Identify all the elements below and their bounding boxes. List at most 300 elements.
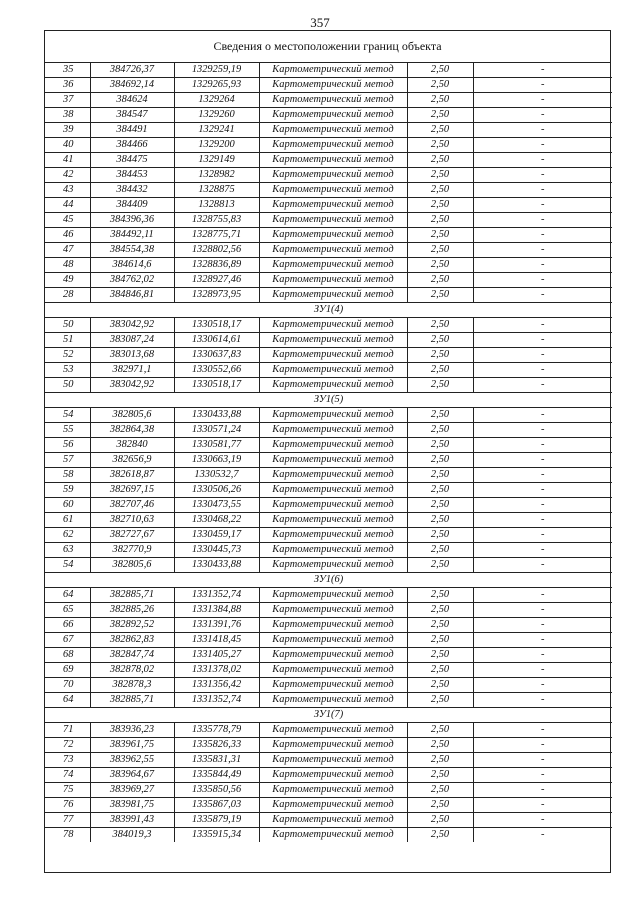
table-row bbox=[45, 618, 612, 633]
point-number-cell: 38 bbox=[45, 108, 90, 123]
table-row bbox=[45, 738, 612, 753]
table-row bbox=[45, 783, 612, 798]
table-row bbox=[45, 813, 612, 828]
point-number-cell: 59 bbox=[45, 483, 90, 498]
x-coordinate-cell: 384846,81 bbox=[90, 288, 174, 303]
y-coordinate-cell: 1330663,19 bbox=[174, 453, 259, 468]
y-coordinate-cell: 1330581,77 bbox=[174, 438, 259, 453]
method-cell: Картометрический метод bbox=[259, 828, 407, 843]
y-coordinate-cell: 1330518,17 bbox=[174, 318, 259, 333]
accuracy-cell: 2,50 bbox=[407, 183, 473, 198]
table-row bbox=[45, 693, 612, 708]
x-coordinate-cell: 384726,37 bbox=[90, 63, 174, 78]
x-coordinate-cell: 382697,15 bbox=[90, 483, 174, 498]
y-coordinate-cell: 1329241 bbox=[174, 123, 259, 138]
method-cell: Картометрический метод bbox=[259, 123, 407, 138]
accuracy-cell: 2,50 bbox=[407, 228, 473, 243]
point-number-cell: 50 bbox=[45, 378, 90, 393]
y-coordinate-cell: 1335850,56 bbox=[174, 783, 259, 798]
x-coordinate-cell: 384453 bbox=[90, 168, 174, 183]
accuracy-cell: 2,50 bbox=[407, 168, 473, 183]
point-number-cell: 73 bbox=[45, 753, 90, 768]
method-cell: Картометрический метод bbox=[259, 183, 407, 198]
y-coordinate-cell: 1331352,74 bbox=[174, 693, 259, 708]
table-row bbox=[45, 123, 612, 138]
note-cell: - bbox=[473, 123, 612, 138]
point-number-cell: 53 bbox=[45, 363, 90, 378]
table-row bbox=[45, 588, 612, 603]
accuracy-cell: 2,50 bbox=[407, 543, 473, 558]
note-cell: - bbox=[473, 603, 612, 618]
accuracy-cell: 2,50 bbox=[407, 798, 473, 813]
point-number-cell: 41 bbox=[45, 153, 90, 168]
method-cell: Картометрический метод bbox=[259, 618, 407, 633]
table-row bbox=[45, 408, 612, 423]
method-cell: Картометрический метод bbox=[259, 513, 407, 528]
method-cell: Картометрический метод bbox=[259, 588, 407, 603]
table-row bbox=[45, 798, 612, 813]
point-number-cell: 60 bbox=[45, 498, 90, 513]
table-row bbox=[45, 498, 612, 513]
boundary-table-frame bbox=[44, 30, 611, 873]
accuracy-cell: 2,50 bbox=[407, 813, 473, 828]
x-coordinate-cell: 384019,3 bbox=[90, 828, 174, 843]
note-cell: - bbox=[473, 258, 612, 273]
method-cell: Картометрический метод bbox=[259, 63, 407, 78]
x-coordinate-cell: 382847,74 bbox=[90, 648, 174, 663]
accuracy-cell: 2,50 bbox=[407, 528, 473, 543]
note-cell: - bbox=[473, 423, 612, 438]
note-cell: - bbox=[473, 768, 612, 783]
y-coordinate-cell: 1335778,79 bbox=[174, 723, 259, 738]
point-number-cell: 47 bbox=[45, 243, 90, 258]
x-coordinate-cell: 382885,71 bbox=[90, 588, 174, 603]
accuracy-cell: 2,50 bbox=[407, 408, 473, 423]
note-cell: - bbox=[473, 498, 612, 513]
note-cell: - bbox=[473, 813, 612, 828]
y-coordinate-cell: 1328982 bbox=[174, 168, 259, 183]
x-coordinate-cell: 382805,6 bbox=[90, 408, 174, 423]
table-row bbox=[45, 168, 612, 183]
point-number-cell: 57 bbox=[45, 453, 90, 468]
note-cell: - bbox=[473, 288, 612, 303]
table-row bbox=[45, 438, 612, 453]
method-cell: Картометрический метод bbox=[259, 138, 407, 153]
accuracy-cell: 2,50 bbox=[407, 378, 473, 393]
note-cell: - bbox=[473, 738, 612, 753]
x-coordinate-cell: 382707,46 bbox=[90, 498, 174, 513]
method-cell: Картометрический метод bbox=[259, 678, 407, 693]
table-row bbox=[45, 318, 612, 333]
point-number-cell: 71 bbox=[45, 723, 90, 738]
note-cell: - bbox=[473, 753, 612, 768]
y-coordinate-cell: 1329260 bbox=[174, 108, 259, 123]
accuracy-cell: 2,50 bbox=[407, 438, 473, 453]
point-number-cell: 54 bbox=[45, 558, 90, 573]
accuracy-cell: 2,50 bbox=[407, 783, 473, 798]
table-row bbox=[45, 198, 612, 213]
point-number-cell: 51 bbox=[45, 333, 90, 348]
point-number-cell: 64 bbox=[45, 693, 90, 708]
x-coordinate-cell: 382840 bbox=[90, 438, 174, 453]
table-row bbox=[45, 138, 612, 153]
accuracy-cell: 2,50 bbox=[407, 363, 473, 378]
method-cell: Картометрический метод bbox=[259, 168, 407, 183]
x-coordinate-cell: 383087,24 bbox=[90, 333, 174, 348]
y-coordinate-cell: 1331405,27 bbox=[174, 648, 259, 663]
note-cell: - bbox=[473, 798, 612, 813]
accuracy-cell: 2,50 bbox=[407, 603, 473, 618]
method-cell: Картометрический метод bbox=[259, 603, 407, 618]
accuracy-cell: 2,50 bbox=[407, 423, 473, 438]
accuracy-cell: 2,50 bbox=[407, 318, 473, 333]
note-cell: - bbox=[541, 829, 545, 841]
point-number-cell: 72 bbox=[45, 738, 90, 753]
method-cell: Картометрический метод bbox=[259, 693, 407, 708]
y-coordinate-cell: 1328927,46 bbox=[174, 273, 259, 288]
accuracy-cell: 2,50 bbox=[407, 288, 473, 303]
y-coordinate-cell: 1331391,76 bbox=[174, 618, 259, 633]
y-coordinate-cell: 1330468,22 bbox=[174, 513, 259, 528]
point-number-cell: 64 bbox=[45, 588, 90, 603]
y-coordinate-cell: 1328775,71 bbox=[174, 228, 259, 243]
note-cell: - bbox=[473, 108, 612, 123]
point-number-cell: 56 bbox=[45, 438, 90, 453]
table-row bbox=[45, 273, 612, 288]
accuracy-cell: 2,50 bbox=[407, 738, 473, 753]
x-coordinate-cell: 382710,63 bbox=[90, 513, 174, 528]
method-cell: Картометрический метод bbox=[259, 783, 407, 798]
x-coordinate-cell: 382727,67 bbox=[90, 528, 174, 543]
method-cell: Картометрический метод bbox=[259, 738, 407, 753]
accuracy-cell: 2,50 bbox=[407, 468, 473, 483]
x-coordinate-cell: 382770,9 bbox=[90, 543, 174, 558]
x-coordinate-cell: 382805,6 bbox=[90, 558, 174, 573]
y-coordinate-cell: 1329265,93 bbox=[174, 78, 259, 93]
method-cell: Картометрический метод bbox=[259, 768, 407, 783]
section-row bbox=[45, 303, 612, 318]
point-number-cell: 58 bbox=[45, 468, 90, 483]
x-coordinate-cell: 382864,38 bbox=[90, 423, 174, 438]
method-cell: Картометрический метод bbox=[259, 558, 407, 573]
y-coordinate-cell: 1329149 bbox=[174, 153, 259, 168]
accuracy-cell: 2,50 bbox=[407, 483, 473, 498]
point-number-cell: 46 bbox=[45, 228, 90, 243]
point-number-cell: 35 bbox=[45, 63, 90, 78]
note-cell: - bbox=[473, 618, 612, 633]
accuracy-cell: 2,50 bbox=[407, 108, 473, 123]
y-coordinate-cell: 1329200 bbox=[174, 138, 259, 153]
note-cell: - bbox=[473, 633, 612, 648]
note-cell: - bbox=[473, 558, 612, 573]
accuracy-cell: 2,50 bbox=[407, 78, 473, 93]
accuracy-cell: 2,50 bbox=[407, 753, 473, 768]
point-number-cell: 67 bbox=[45, 633, 90, 648]
x-coordinate-cell: 383964,67 bbox=[90, 768, 174, 783]
x-coordinate-cell: 383042,92 bbox=[90, 378, 174, 393]
y-coordinate-cell: 1335831,31 bbox=[174, 753, 259, 768]
table-row bbox=[45, 93, 612, 108]
x-coordinate-cell: 384692,14 bbox=[90, 78, 174, 93]
y-coordinate-cell: 1331418,45 bbox=[174, 633, 259, 648]
y-coordinate-cell: 1330459,17 bbox=[174, 528, 259, 543]
method-cell: Картометрический метод bbox=[259, 93, 407, 108]
point-number-cell: 61 bbox=[45, 513, 90, 528]
table-row bbox=[45, 633, 612, 648]
method-cell: Картометрический метод bbox=[259, 798, 407, 813]
table-row bbox=[45, 768, 612, 783]
y-coordinate-cell: 1335879,19 bbox=[174, 813, 259, 828]
x-coordinate-cell: 383991,43 bbox=[90, 813, 174, 828]
method-cell: Картометрический метод bbox=[259, 108, 407, 123]
note-cell: - bbox=[473, 483, 612, 498]
x-coordinate-cell: 383013,68 bbox=[90, 348, 174, 363]
y-coordinate-cell: 1335867,03 bbox=[174, 798, 259, 813]
y-coordinate-cell: 1328802,56 bbox=[174, 243, 259, 258]
point-number-cell: 63 bbox=[45, 543, 90, 558]
accuracy-cell: 2,50 bbox=[407, 828, 473, 843]
method-cell: Картометрический метод bbox=[259, 153, 407, 168]
accuracy-cell: 2,50 bbox=[407, 93, 473, 108]
point-number-cell: 52 bbox=[45, 348, 90, 363]
y-coordinate-cell: 1335915,34 bbox=[174, 828, 259, 843]
method-cell: Картометрический метод bbox=[259, 198, 407, 213]
method-cell: Картометрический метод bbox=[259, 813, 407, 828]
y-coordinate-cell: 1328836,89 bbox=[174, 258, 259, 273]
section-label: ЗУ1(5) bbox=[45, 393, 612, 408]
y-coordinate-cell: 1330433,88 bbox=[174, 558, 259, 573]
accuracy-cell: 2,50 bbox=[407, 348, 473, 363]
accuracy-cell: 2,50 bbox=[407, 258, 473, 273]
accuracy-cell: 2,50 bbox=[407, 453, 473, 468]
accuracy-cell: 2,50 bbox=[407, 618, 473, 633]
table-row bbox=[45, 63, 612, 78]
y-coordinate-cell: 1330473,55 bbox=[174, 498, 259, 513]
table-row bbox=[45, 333, 612, 348]
x-coordinate-cell: 382878,3 bbox=[90, 678, 174, 693]
accuracy-cell: 2,50 bbox=[407, 648, 473, 663]
y-coordinate-cell: 1329264 bbox=[174, 93, 259, 108]
point-number-cell: 66 bbox=[45, 618, 90, 633]
method-cell: Картометрический метод bbox=[259, 273, 407, 288]
note-cell: - bbox=[473, 378, 612, 393]
note-cell: - bbox=[473, 513, 612, 528]
x-coordinate-cell: 382885,71 bbox=[90, 693, 174, 708]
accuracy-cell: 2,50 bbox=[407, 273, 473, 288]
note-cell: - bbox=[473, 63, 612, 78]
x-coordinate-cell: 383962,55 bbox=[90, 753, 174, 768]
point-number-cell: 39 bbox=[45, 123, 90, 138]
table-row bbox=[45, 228, 612, 243]
table-row bbox=[45, 648, 612, 663]
y-coordinate-cell: 1331356,42 bbox=[174, 678, 259, 693]
accuracy-cell: 2,50 bbox=[407, 588, 473, 603]
x-coordinate-cell: 383936,23 bbox=[90, 723, 174, 738]
table-row bbox=[45, 423, 612, 438]
x-coordinate-cell: 382862,83 bbox=[90, 633, 174, 648]
section-row bbox=[45, 393, 612, 408]
method-cell: Картометрический метод bbox=[259, 318, 407, 333]
method-cell: Картометрический метод bbox=[259, 228, 407, 243]
accuracy-cell: 2,50 bbox=[407, 198, 473, 213]
note-cell: - bbox=[473, 153, 612, 168]
accuracy-cell: 2,50 bbox=[407, 498, 473, 513]
section-row bbox=[45, 708, 612, 723]
table-row bbox=[45, 348, 612, 363]
y-coordinate-cell: 1331352,74 bbox=[174, 588, 259, 603]
accuracy-cell: 2,50 bbox=[407, 558, 473, 573]
table-row bbox=[45, 378, 612, 393]
method-cell: Картометрический метод bbox=[259, 753, 407, 768]
x-coordinate-cell: 384554,38 bbox=[90, 243, 174, 258]
point-number-cell: 69 bbox=[45, 663, 90, 678]
method-cell: Картометрический метод bbox=[259, 438, 407, 453]
note-cell: - bbox=[473, 528, 612, 543]
note-cell: - bbox=[473, 693, 612, 708]
table-row bbox=[45, 558, 612, 573]
accuracy-cell: 2,50 bbox=[407, 153, 473, 168]
method-cell: Картометрический метод bbox=[259, 348, 407, 363]
accuracy-cell: 2,50 bbox=[407, 333, 473, 348]
method-cell: Картометрический метод bbox=[259, 363, 407, 378]
point-number-cell: 78 bbox=[45, 828, 90, 843]
x-coordinate-cell: 384547 bbox=[90, 108, 174, 123]
table-row bbox=[45, 468, 612, 483]
accuracy-cell: 2,50 bbox=[407, 723, 473, 738]
point-number-cell: 77 bbox=[45, 813, 90, 828]
y-coordinate-cell: 1335826,33 bbox=[174, 738, 259, 753]
point-number-cell: 76 bbox=[45, 798, 90, 813]
method-cell: Картометрический метод bbox=[259, 543, 407, 558]
note-cell: - bbox=[473, 678, 612, 693]
note-cell: - bbox=[473, 663, 612, 678]
method-cell: Картометрический метод bbox=[259, 498, 407, 513]
point-number-cell: 70 bbox=[45, 678, 90, 693]
method-cell: Картометрический метод bbox=[259, 213, 407, 228]
point-number-cell: 50 bbox=[45, 318, 90, 333]
note-cell: - bbox=[473, 588, 612, 603]
point-number-cell: 40 bbox=[45, 138, 90, 153]
method-cell: Картометрический метод bbox=[259, 648, 407, 663]
note-cell: - bbox=[473, 243, 612, 258]
y-coordinate-cell: 1328813 bbox=[174, 198, 259, 213]
coordinates-table-body bbox=[45, 63, 612, 842]
method-cell: Картометрический метод bbox=[259, 78, 407, 93]
method-cell: Картометрический метод bbox=[259, 663, 407, 678]
table-row bbox=[45, 78, 612, 93]
point-number-cell: 74 bbox=[45, 768, 90, 783]
table-heading: Сведения о местоположении границ объекта bbox=[45, 31, 610, 63]
point-number-cell: 28 bbox=[45, 288, 90, 303]
section-label: ЗУ1(7) bbox=[45, 708, 612, 723]
section-label: ЗУ1(4) bbox=[45, 303, 612, 318]
x-coordinate-cell: 384762,02 bbox=[90, 273, 174, 288]
y-coordinate-cell: 1330571,24 bbox=[174, 423, 259, 438]
y-coordinate-cell: 1335844,49 bbox=[174, 768, 259, 783]
note-cell: - bbox=[473, 138, 612, 153]
y-coordinate-cell: 1330518,17 bbox=[174, 378, 259, 393]
x-coordinate-cell: 383969,27 bbox=[90, 783, 174, 798]
table-row bbox=[45, 603, 612, 618]
coordinates-table bbox=[45, 63, 612, 842]
x-coordinate-cell: 383981,75 bbox=[90, 798, 174, 813]
method-cell: Картометрический метод bbox=[259, 453, 407, 468]
accuracy-cell: 2,50 bbox=[407, 243, 473, 258]
table-row bbox=[45, 213, 612, 228]
y-coordinate-cell: 1328755,83 bbox=[174, 213, 259, 228]
method-cell: Картометрический метод bbox=[259, 723, 407, 738]
x-coordinate-cell: 383042,92 bbox=[90, 318, 174, 333]
y-coordinate-cell: 1328973,95 bbox=[174, 288, 259, 303]
table-row bbox=[45, 288, 612, 303]
method-cell: Картометрический метод bbox=[259, 378, 407, 393]
x-coordinate-cell: 384491 bbox=[90, 123, 174, 138]
accuracy-cell: 2,50 bbox=[407, 768, 473, 783]
note-cell: - bbox=[473, 213, 612, 228]
section-label: ЗУ1(6) bbox=[45, 573, 612, 588]
note-cell: - bbox=[473, 183, 612, 198]
point-number-cell: 42 bbox=[45, 168, 90, 183]
page-number: 357 bbox=[310, 15, 330, 30]
accuracy-cell: 2,50 bbox=[407, 633, 473, 648]
x-coordinate-cell: 384475 bbox=[90, 153, 174, 168]
x-coordinate-cell: 384409 bbox=[90, 198, 174, 213]
note-cell: - bbox=[473, 228, 612, 243]
x-coordinate-cell: 384614,6 bbox=[90, 258, 174, 273]
note-cell: - bbox=[473, 438, 612, 453]
table-row bbox=[45, 663, 612, 678]
point-number-cell: 55 bbox=[45, 423, 90, 438]
accuracy-cell: 2,50 bbox=[407, 513, 473, 528]
x-coordinate-cell: 382878,02 bbox=[90, 663, 174, 678]
method-cell: Картометрический метод bbox=[259, 288, 407, 303]
table-row bbox=[45, 108, 612, 123]
note-cell: - bbox=[473, 273, 612, 288]
y-coordinate-cell: 1330445,73 bbox=[174, 543, 259, 558]
accuracy-cell: 2,50 bbox=[407, 63, 473, 78]
point-number-cell: 37 bbox=[45, 93, 90, 108]
note-cell: - bbox=[473, 168, 612, 183]
x-coordinate-cell: 382885,26 bbox=[90, 603, 174, 618]
note-cell: - bbox=[473, 408, 612, 423]
note-cell: - bbox=[473, 333, 612, 348]
note-cell: - bbox=[473, 648, 612, 663]
method-cell: Картометрический метод bbox=[259, 408, 407, 423]
note-cell: - bbox=[473, 453, 612, 468]
y-coordinate-cell: 1330614,61 bbox=[174, 333, 259, 348]
x-coordinate-cell: 382618,87 bbox=[90, 468, 174, 483]
x-coordinate-cell: 384396,36 bbox=[90, 213, 174, 228]
note-cell: - bbox=[473, 78, 612, 93]
section-row bbox=[45, 573, 612, 588]
method-cell: Картометрический метод bbox=[259, 528, 407, 543]
table-row bbox=[45, 243, 612, 258]
table-row bbox=[45, 258, 612, 273]
y-coordinate-cell: 1329259,19 bbox=[174, 63, 259, 78]
table-row bbox=[45, 153, 612, 168]
table-row bbox=[45, 363, 612, 378]
note-cell: - bbox=[473, 93, 612, 108]
point-number-cell: 48 bbox=[45, 258, 90, 273]
x-coordinate-cell: 383961,75 bbox=[90, 738, 174, 753]
note-cell: - bbox=[473, 363, 612, 378]
note-cell: - bbox=[473, 723, 612, 738]
table-row bbox=[45, 753, 612, 768]
point-number-cell: 68 bbox=[45, 648, 90, 663]
table-row bbox=[45, 483, 612, 498]
accuracy-cell: 2,50 bbox=[407, 138, 473, 153]
note-cell: - bbox=[473, 348, 612, 363]
